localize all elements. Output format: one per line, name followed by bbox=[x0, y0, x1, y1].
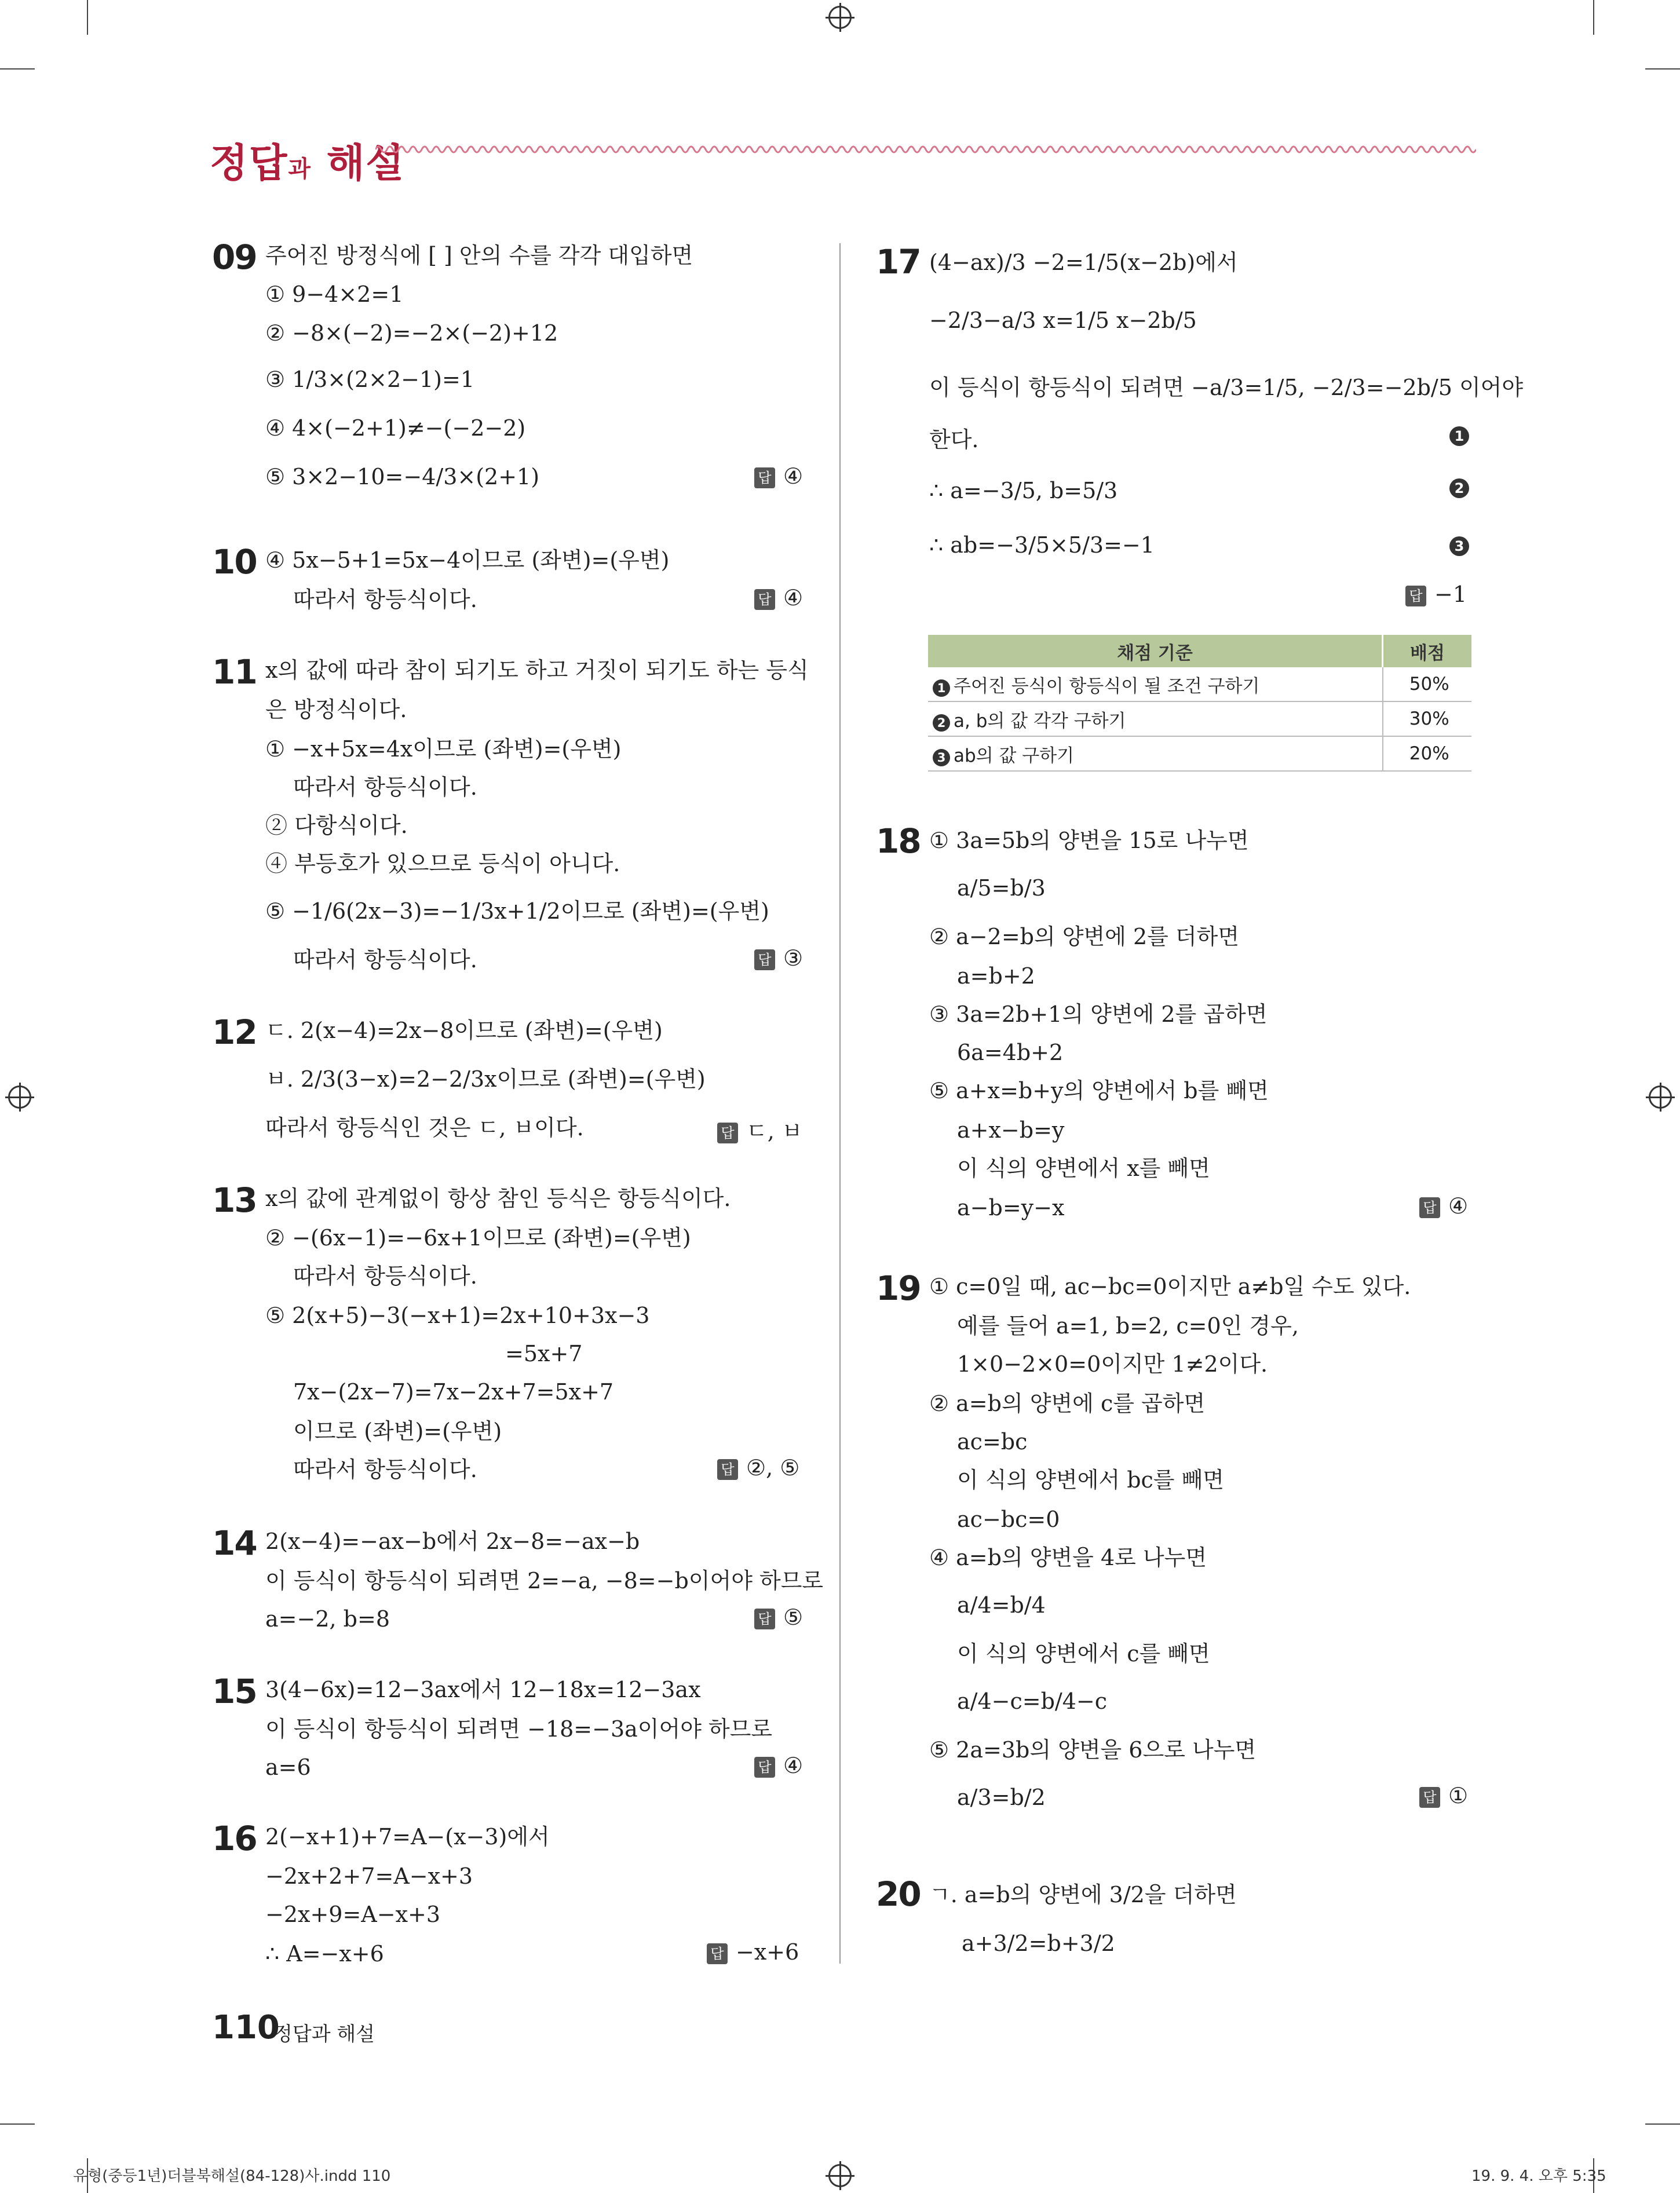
solution-line: ② −8×(−2)=−2×(−2)+12 bbox=[265, 320, 558, 346]
solution-line: 따라서 항등식이다. bbox=[293, 774, 477, 800]
crop-mark bbox=[1645, 68, 1680, 70]
solution-line: 이 등식이 항등식이 되려면 2=−a, −8=−b이어야 하므로 bbox=[265, 1568, 824, 1593]
crop-mark bbox=[1593, 0, 1594, 35]
solution-line: a/4−c=b/4−c bbox=[957, 1688, 1108, 1714]
problem-number: 09 bbox=[212, 237, 257, 277]
answer bbox=[717, 1113, 803, 1145]
crop-mark bbox=[87, 0, 88, 35]
solution-line: 예를 들어 a=1, b=2, c=0인 경우, bbox=[957, 1313, 1299, 1339]
answer-tag: 답 bbox=[754, 1609, 775, 1629]
solution-line: a+x−b=y bbox=[957, 1117, 1065, 1143]
solution-line: 따라서 항등식이다. bbox=[293, 1457, 477, 1482]
solution-line: 2(−x+1)+7=A−(x−3)에서 bbox=[265, 1824, 550, 1850]
solution-line: ac−bc=0 bbox=[957, 1507, 1060, 1532]
page-number: 110 bbox=[212, 2009, 280, 2046]
answer-value: ⑤ bbox=[783, 1604, 804, 1630]
solution-line: x의 값에 따라 참이 되기도 하고 거짓이 되기도 하는 등식 bbox=[265, 657, 809, 683]
step-marker-2: 2 bbox=[1449, 478, 1469, 498]
answer-tag: 답 bbox=[754, 949, 775, 970]
answer-value: ③ bbox=[783, 945, 804, 971]
grading-criterion: a, b의 값 각각 구하기 bbox=[954, 710, 1126, 732]
step-marker-1: 1 bbox=[1449, 426, 1469, 446]
step-marker-2: 2 bbox=[933, 714, 950, 732]
grading-points: 20% bbox=[1383, 736, 1472, 771]
solution-line: ∴ A=−x+6 bbox=[265, 1941, 384, 1967]
solution-line: 이 등식이 항등식이 되려면 −18=−3a이어야 하므로 bbox=[265, 1716, 773, 1742]
answer bbox=[754, 585, 803, 611]
header-wave-line bbox=[375, 142, 1476, 156]
solution-line: 1×0−2×0=0이지만 1≠2이다. bbox=[957, 1351, 1268, 1377]
solution-line: ⑤ −1/6(2x−3)=−1/3x+1/2이므로 (좌변)=(우변) bbox=[265, 898, 769, 924]
solution-line: −2x+9=A−x+3 bbox=[265, 1902, 441, 1927]
solution-line: ⑤ a+x=b+y의 양변에서 b를 빼면 bbox=[929, 1078, 1269, 1103]
solution-line: −2x+2+7=A−x+3 bbox=[265, 1863, 473, 1889]
solution-line: ㄱ. a=b의 양변에 3/2을 더하면 bbox=[929, 1882, 1237, 1907]
solution-line: 따라서 항등식인 것은 ㄷ, ㅂ이다. bbox=[265, 1115, 584, 1141]
grading-criterion: ab의 값 구하기 bbox=[954, 745, 1075, 766]
solution-line: 따라서 항등식이다. bbox=[293, 947, 477, 973]
solution-line: ∴ ab=−3/5×5/3=−1 bbox=[929, 532, 1155, 558]
solution-line: 6a=4b+2 bbox=[957, 1040, 1064, 1065]
problem-number: 18 bbox=[876, 821, 921, 861]
grading-table bbox=[928, 635, 1471, 772]
solution-line: 이 식의 양변에서 bc를 빼면 bbox=[957, 1467, 1225, 1493]
step-marker-3: 3 bbox=[933, 749, 950, 766]
crop-mark bbox=[0, 2123, 35, 2125]
solution-line: ㅂ. 2/3(3−x)=2−2/3x이므로 (좌변)=(우변) bbox=[265, 1066, 706, 1092]
grading-row bbox=[928, 701, 1471, 736]
problem-number: 14 bbox=[212, 1523, 257, 1563]
grading-header-points: 배점 bbox=[1383, 635, 1472, 667]
solution-line: a=b+2 bbox=[957, 963, 1035, 989]
solution-line: ⑤ 2(x+5)−3(−x+1)=2x+10+3x−3 bbox=[265, 1303, 650, 1328]
solution-line: a+3/2=b+3/2 bbox=[962, 1931, 1115, 1956]
problem-number: 11 bbox=[212, 652, 257, 692]
answer bbox=[754, 1604, 803, 1630]
problem-number: 19 bbox=[876, 1269, 921, 1308]
answer-value: ㄷ, ㅂ bbox=[746, 1119, 803, 1144]
answer-value: −1 bbox=[1434, 582, 1467, 607]
answer-tag: 답 bbox=[717, 1123, 738, 1143]
answer-value: ④ bbox=[783, 463, 804, 489]
solution-line: 3(4−6x)=12−3ax에서 12−18x=12−3ax bbox=[265, 1677, 701, 1702]
crop-mark bbox=[0, 68, 35, 70]
answer-tag: 답 bbox=[717, 1459, 738, 1480]
answer-value: ④ bbox=[783, 585, 804, 611]
solution-line: ① 9−4×2=1 bbox=[265, 282, 404, 307]
page-label: 정답과 해설 bbox=[273, 2023, 375, 2046]
solution-line: ∴ a=−3/5, b=5/3 bbox=[929, 478, 1118, 503]
answer-tag: 답 bbox=[754, 1757, 775, 1778]
solution-line: 이 식의 양변에서 x를 빼면 bbox=[957, 1156, 1210, 1181]
solution-line: ② a=b의 양변에 c를 곱하면 bbox=[929, 1391, 1206, 1416]
answer bbox=[754, 463, 803, 489]
solution-line: ④ a=b의 양변을 4로 나누면 bbox=[929, 1545, 1207, 1570]
answer-tag: 답 bbox=[1405, 586, 1426, 606]
solution-line: ③ 1/3×(2×2−1)=1 bbox=[265, 367, 475, 392]
solution-line: 은 방정식이다. bbox=[265, 697, 407, 722]
column-divider bbox=[839, 243, 841, 1964]
solution-line: a=−2, b=8 bbox=[265, 1606, 390, 1632]
answer bbox=[1405, 582, 1467, 607]
solution-line: ④ 5x−5+1=5x−4이므로 (좌변)=(우변) bbox=[265, 547, 670, 573]
solution-line: ④ 4×(−2+1)≠−(−2−2) bbox=[265, 415, 526, 441]
grading-header bbox=[928, 635, 1471, 667]
answer-value: ④ bbox=[783, 1753, 804, 1778]
solution-line: a/3=b/2 bbox=[957, 1785, 1046, 1810]
solution-line: ③ 3a=2b+1의 양변에 2를 곱하면 bbox=[929, 1002, 1268, 1027]
problem-number: 17 bbox=[876, 242, 921, 282]
answer bbox=[1419, 1193, 1468, 1219]
solution-line: ① 3a=5b의 양변을 15로 나누면 bbox=[929, 828, 1249, 853]
registration-mark-bottom bbox=[828, 2164, 852, 2187]
answer-value: −x+6 bbox=[736, 1939, 799, 1965]
answer-tag: 답 bbox=[707, 1943, 728, 1964]
solution-line: 7x−(2x−7)=7x−2x+7=5x+7 bbox=[293, 1379, 614, 1405]
answer-tag: 답 bbox=[1419, 1197, 1440, 1218]
answer bbox=[754, 945, 803, 971]
grading-criterion: 주어진 등식이 항등식이 될 조건 구하기 bbox=[954, 675, 1260, 697]
answer-tag: 답 bbox=[754, 589, 775, 610]
solution-line: 이므로 (좌변)=(우변) bbox=[293, 1419, 502, 1444]
solution-line: 따라서 항등식이다. bbox=[293, 1263, 477, 1289]
solution-line: 주어진 방정식에 [ ] 안의 수를 각각 대입하면 bbox=[265, 243, 693, 268]
solution-line: ② a−2=b의 양변에 2를 더하면 bbox=[929, 924, 1240, 949]
solution-line: 이 등식이 항등식이 되려면 −a/3=1/5, −2/3=−2b/5 이어야 bbox=[929, 375, 1524, 400]
solution-line: ① −x+5x=4x이므로 (좌변)=(우변) bbox=[265, 736, 622, 762]
solution-line: x의 값에 관계없이 항상 참인 등식은 항등식이다. bbox=[265, 1186, 731, 1211]
step-marker-1: 1 bbox=[933, 679, 950, 697]
step-marker-3: 3 bbox=[1449, 536, 1469, 556]
problem-number: 16 bbox=[212, 1819, 257, 1858]
problem-number: 15 bbox=[212, 1672, 257, 1711]
solution-line: 이 식의 양변에서 c를 빼면 bbox=[957, 1641, 1210, 1666]
title-small: 과 bbox=[288, 156, 312, 182]
solution-line: ④ 부등호가 있으므로 등식이 아니다. bbox=[265, 851, 620, 876]
grading-header-criteria: 채점 기준 bbox=[928, 635, 1383, 667]
registration-mark-left bbox=[8, 1085, 31, 1109]
registration-mark-top bbox=[828, 6, 852, 29]
problem-number: 12 bbox=[212, 1013, 257, 1052]
grading-points: 30% bbox=[1383, 701, 1472, 736]
solution-line: a/4=b/4 bbox=[957, 1592, 1046, 1618]
solution-line: ac=bc bbox=[957, 1429, 1028, 1454]
solution-line: 2(x−4)=−ax−b에서 2x−8=−ax−b bbox=[265, 1529, 640, 1554]
solution-line: 따라서 항등식이다. bbox=[293, 587, 477, 612]
solution-line: ⑤ 2a=3b의 양변을 6으로 나누면 bbox=[929, 1737, 1257, 1763]
title-end: 해설 bbox=[326, 141, 406, 187]
solution-line: ⑤ 3×2−10=−4/3×(2+1) bbox=[265, 464, 540, 489]
crop-mark bbox=[1645, 2123, 1680, 2125]
answer bbox=[754, 1753, 803, 1778]
answer-value: ① bbox=[1448, 1783, 1469, 1808]
solution-line: ② −(6x−1)=−6x+1이므로 (좌변)=(우변) bbox=[265, 1225, 691, 1251]
solution-line: a−b=y−x bbox=[957, 1195, 1065, 1220]
grading-row bbox=[928, 736, 1471, 771]
answer bbox=[717, 1455, 799, 1481]
answer-tag: 답 bbox=[1419, 1787, 1440, 1808]
solution-line: =5x+7 bbox=[505, 1341, 583, 1366]
answer-value: ②, ⑤ bbox=[746, 1455, 800, 1481]
answer-value: ④ bbox=[1448, 1193, 1469, 1219]
solution-line: 한다. bbox=[929, 427, 979, 452]
problem-number: 20 bbox=[876, 1874, 921, 1914]
slug-datetime: 19. 9. 4. 오후 5:35 bbox=[1471, 2168, 1606, 2185]
solution-line: (4−ax)/3 −2=1/5(x−2b)에서 bbox=[929, 250, 1238, 275]
registration-mark-right bbox=[1649, 1085, 1672, 1109]
section-title bbox=[210, 132, 405, 188]
solution-line: ① c=0일 때, ac−bc=0이지만 a≠b일 수도 있다. bbox=[929, 1274, 1411, 1299]
grading-row bbox=[928, 667, 1471, 701]
solution-line: a=6 bbox=[265, 1755, 311, 1780]
slug-filename: 유형(중등1년)더블북해설(84-128)사.indd 110 bbox=[73, 2168, 391, 2185]
answer bbox=[707, 1939, 799, 1965]
answer bbox=[1419, 1783, 1468, 1808]
solution-line: a/5=b/3 bbox=[957, 875, 1046, 901]
solution-line: −2/3−a/3 x=1/5 x−2b/5 bbox=[929, 308, 1197, 333]
title-main: 정답 bbox=[210, 141, 288, 187]
problem-number: 10 bbox=[212, 542, 257, 582]
problem-number: 13 bbox=[212, 1180, 257, 1220]
grading-points: 50% bbox=[1383, 667, 1472, 701]
solution-line: ② 다항식이다. bbox=[265, 813, 408, 838]
answer-tag: 답 bbox=[754, 467, 775, 488]
solution-line: ㄷ. 2(x−4)=2x−8이므로 (좌변)=(우변) bbox=[265, 1018, 663, 1043]
